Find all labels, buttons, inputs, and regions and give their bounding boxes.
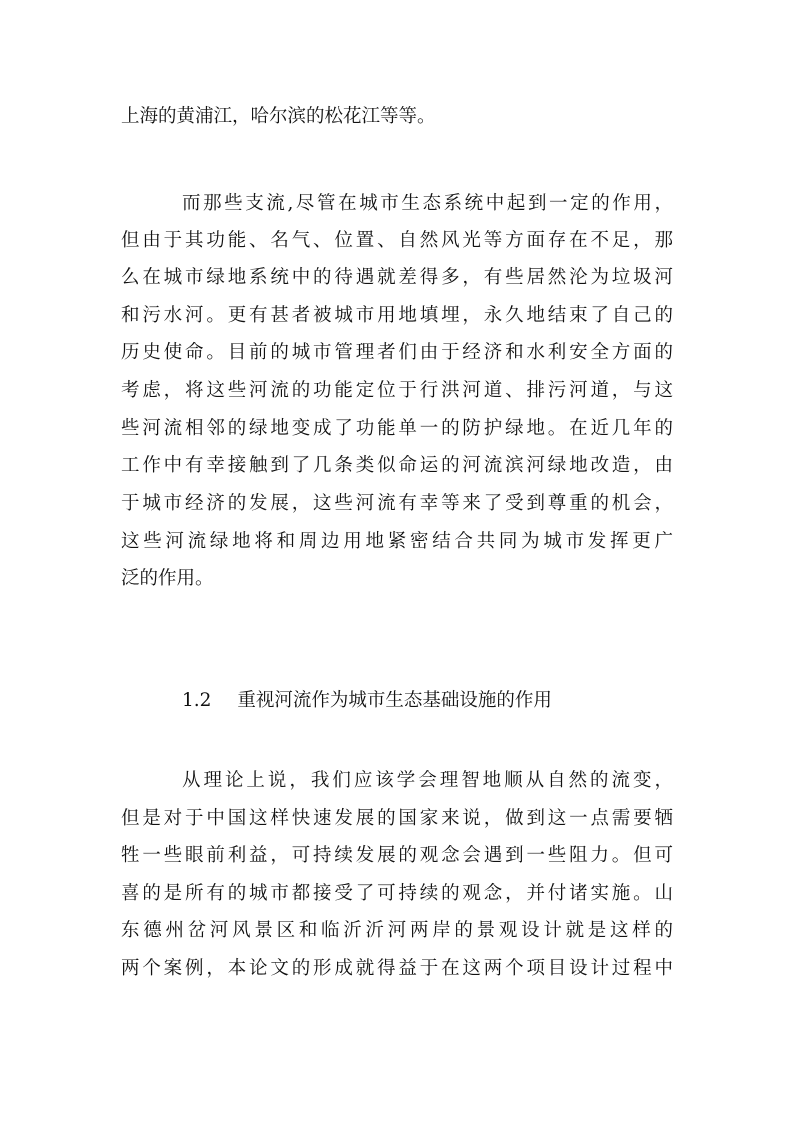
paragraph-2-line: 但由于其功能、名气、位置、自然风光等方面存在不足，那 xyxy=(121,230,673,251)
paragraph-3-line: 牲一些眼前利益，可持续发展的观念会遇到一些阻力。但可 xyxy=(121,845,673,866)
paragraph-2-line: 考虑，将这些河流的功能定位于行洪河道、排污河道，与这 xyxy=(121,380,673,401)
paragraph-3-line: 从理论上说，我们应该学会理智地顺从自然的流变， xyxy=(182,770,673,791)
paragraph-2-line: 么在城市绿地系统中的待遇就差得多，有些居然沦为垃圾河 xyxy=(121,267,673,288)
paragraph-2-line: 和污水河。更有甚者被城市用地填埋，永久地结束了自己的 xyxy=(121,305,673,326)
paragraph-3-line: 东德州岔河风景区和临沂沂河两岸的景观设计就是这样的 xyxy=(121,920,673,941)
section-number: 1.2 xyxy=(182,690,212,711)
paragraph-2-line: 工作中有幸接触到了几条类似命运的河流滨河绿地改造，由 xyxy=(121,455,673,476)
paragraph-3-line: 但是对于中国这样快速发展的国家来说，做到这一点需要牺 xyxy=(121,808,673,829)
paragraph-1-line: 上海的黄浦江，哈尔滨的松花江等等。 xyxy=(121,106,436,127)
paragraph-3-line: 喜的是所有的城市都接受了可持续的观念，并付诸实施。山 xyxy=(121,883,673,904)
paragraph-2-line: 这些河流绿地将和周边用地紧密结合共同为城市发挥更广 xyxy=(121,531,673,552)
paragraph-2-line: 些河流相邻的绿地变成了功能单一的防护绿地。在近几年的 xyxy=(121,418,673,439)
section-title: 重视河流作为城市生态基础设施的作用 xyxy=(237,690,552,711)
paragraph-2-line: 历史使命。目前的城市管理者们由于经济和水利安全方面的 xyxy=(121,342,673,363)
paragraph-2-line: 泛的作用。 xyxy=(121,568,214,589)
section-heading xyxy=(182,686,552,716)
paragraph-3-line: 两个案例，本论文的形成就得益于在这两个项目设计过程中 xyxy=(121,958,673,979)
paragraph-2-line: 于城市经济的发展，这些河流有幸等来了受到尊重的机会， xyxy=(121,493,673,514)
paragraph-2-line: 而那些支流,尽管在城市生态系统中起到一定的作用， xyxy=(182,193,673,214)
